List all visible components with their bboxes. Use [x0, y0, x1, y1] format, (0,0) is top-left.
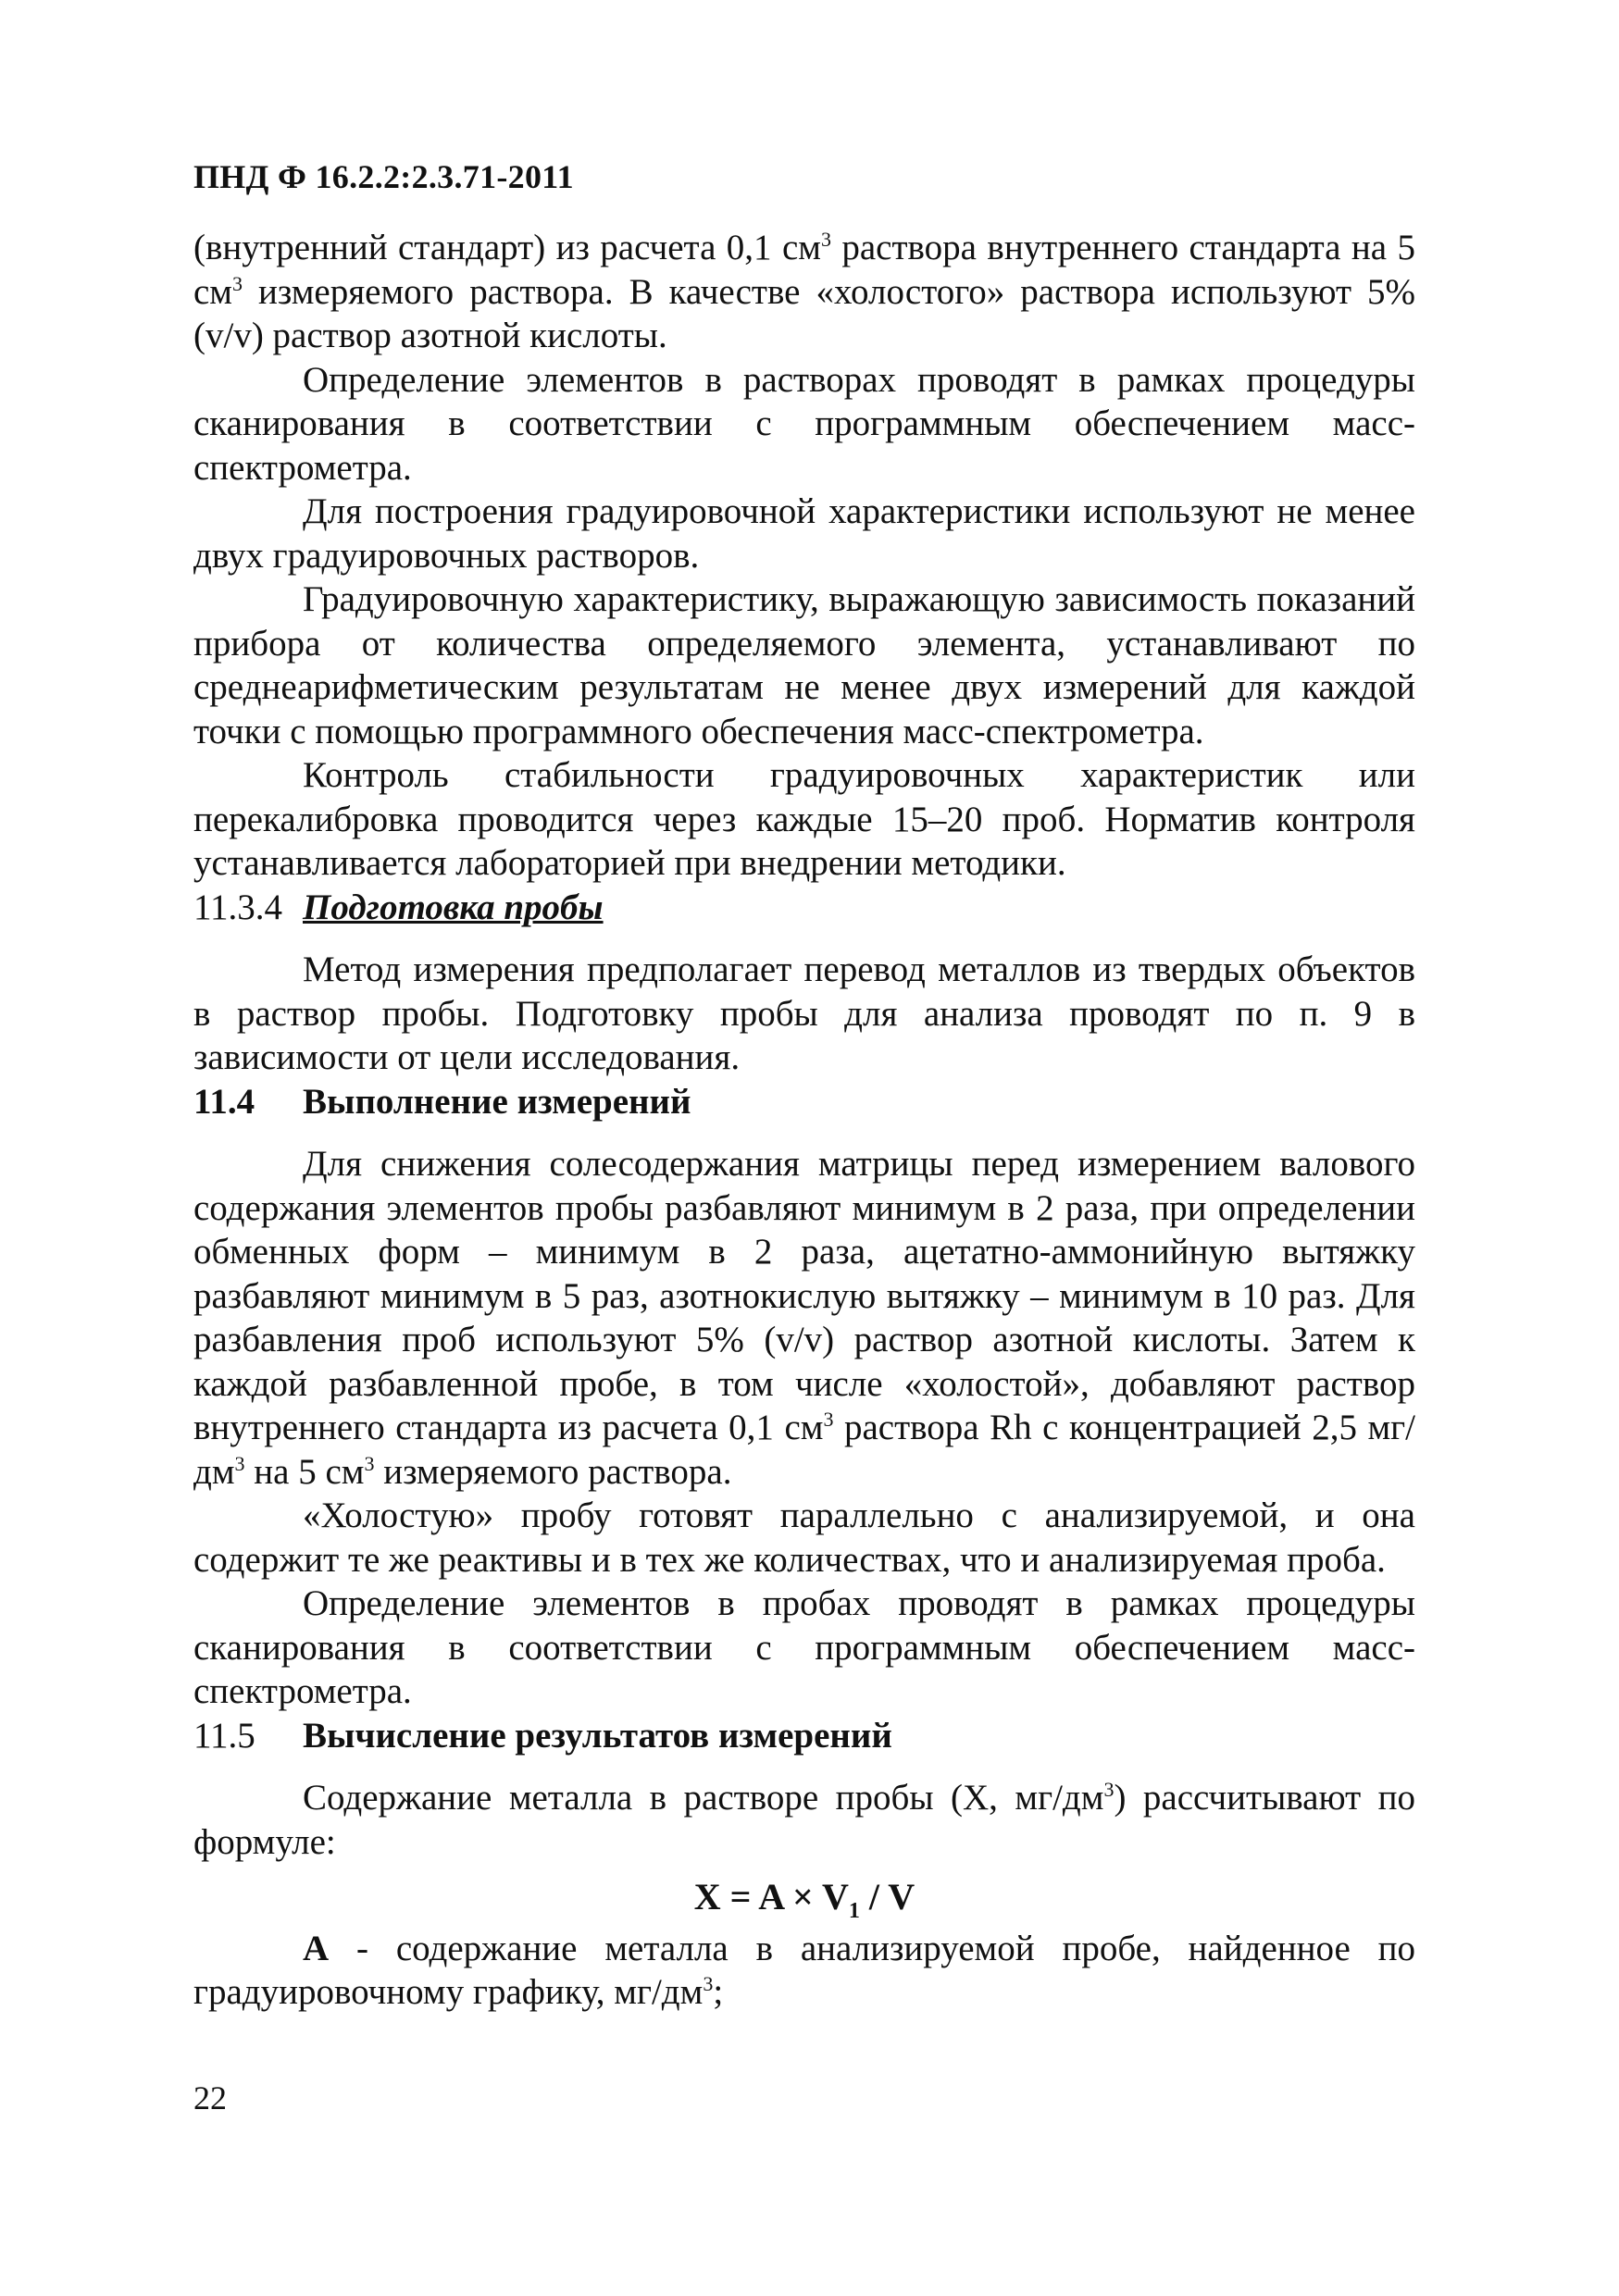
- text-span: ;: [713, 1972, 724, 2012]
- paragraph-blank-sample: «Холостую» пробу готовят параллельно с анализируемой, и она содержит те же реактивы и в тех же количествах, что и анализируемая проба.: [193, 1496, 1415, 1580]
- text-span: Для снижения солесодержания матрицы перед измерением валового содержания элементов пробы разбавляют минимум в 2 раза, при определении обменных форм – минимум в 2 раза, ацетатно-аммонийную вытяжку разбавляют минимум в 5 раз, азотнокислую вытяжку – минимум в 10 раз. Для разбавления проб используют 5% (v/v) раствор азотной кислоты. Затем к каждой разбавленной пробе, в том числе «холостой», добавляют раствор внутреннего стандарта из расчета 0,1 см: [193, 1144, 1415, 1447]
- section-title: Подготовка пробы: [303, 887, 604, 927]
- paragraph-calibration-solutions: Для построения градуировочной характеристики используют не менее двух градуировочных растворов.: [193, 491, 1415, 576]
- section-number: 11.4: [193, 1081, 255, 1122]
- superscript: 3: [823, 1408, 834, 1431]
- subscript: 1: [848, 1899, 860, 1923]
- formula-text: X = A × V: [693, 1876, 849, 1917]
- superscript: 3: [703, 1972, 714, 1995]
- paragraph-internal-standard: [193, 226, 1415, 358]
- paragraph-stability-control: Контроль стабильности градуировочных характеристик или перекалибровка проводится через каждые 15–20 проб. Норматив контроля устанавливается лабораторией при внедрении методики.: [193, 755, 1415, 883]
- paragraph-variable-a: [193, 1927, 1415, 2015]
- section-title: Вычисление результатов измерений: [303, 1715, 892, 1756]
- paragraph-scan-samples: Определение элементов в пробах проводят в рамках процедуры сканирования в соответствии с программным обеспечением масс-спектрометра.: [193, 1583, 1415, 1711]
- section-heading-11-4: [193, 1080, 1415, 1124]
- paragraph-dilution: [193, 1142, 1415, 1494]
- text-span: ) рассчитывают по формуле:: [193, 1778, 1415, 1862]
- superscript: 3: [232, 271, 243, 295]
- text-span: раствора Rh с концентрацией 2,5 мг/дм: [193, 1408, 1415, 1492]
- formula: [193, 1875, 1415, 1923]
- section-number: 11.5: [193, 1715, 255, 1756]
- page-number: 22: [193, 2079, 227, 2116]
- section-title: Выполнение измерений: [303, 1081, 691, 1122]
- superscript: 3: [1103, 1778, 1115, 1801]
- paragraph-scan-solutions: Определение элементов в растворах проводят в рамках процедуры сканирования в соответствии с программным обеспечением масс-спектрометра.: [193, 359, 1415, 488]
- section-heading-11-5: [193, 1714, 1415, 1758]
- document-code-header: ПНД Ф 16.2.2:2.3.71-2011: [193, 158, 574, 195]
- superscript: 3: [364, 1451, 375, 1475]
- section-heading-11-3-4: [193, 886, 1415, 930]
- text-span: измеряемого раствора. В качестве «холостого» раствора используют 5% (v/v) раствор азотной кислоты.: [193, 271, 1415, 355]
- variable-symbol: А: [303, 1928, 330, 1968]
- text-span: раствора внутреннего стандарта на 5 см: [193, 228, 1415, 312]
- superscript: 3: [234, 1451, 245, 1475]
- text-span: (внутренний стандарт) из расчета 0,1 см: [193, 228, 821, 267]
- text-span: измеряемого раствора.: [374, 1451, 732, 1492]
- formula-text: / V: [859, 1876, 915, 1917]
- text-span: на 5 см: [244, 1451, 365, 1492]
- paragraph-calibration-curve: Градуировочную характеристику, выражающую зависимость показаний прибора от количества определяемого элемента, устанавливают по среднеарифметическим результатам не менее двух измерений для каждой точки с помощью программного обеспечения масс-спектрометра.: [193, 579, 1415, 751]
- text-span: Содержание металла в растворе пробы (X, мг/дм: [303, 1778, 1104, 1818]
- paragraph-metal-content: [193, 1776, 1415, 1864]
- page-body: [193, 226, 1415, 2015]
- superscript: 3: [820, 228, 831, 251]
- section-number: 11.3.4: [193, 887, 283, 927]
- paragraph-sample-prep: Метод измерения предполагает перевод металлов из твердых объектов в раствор пробы. Подготовку пробы для анализа проводят по п. 9 в зависимости от цели исследования.: [193, 949, 1415, 1077]
- text-span: - содержание металла в анализируемой пробе, найденное по градуировочному графику, мг/дм: [193, 1928, 1415, 2012]
